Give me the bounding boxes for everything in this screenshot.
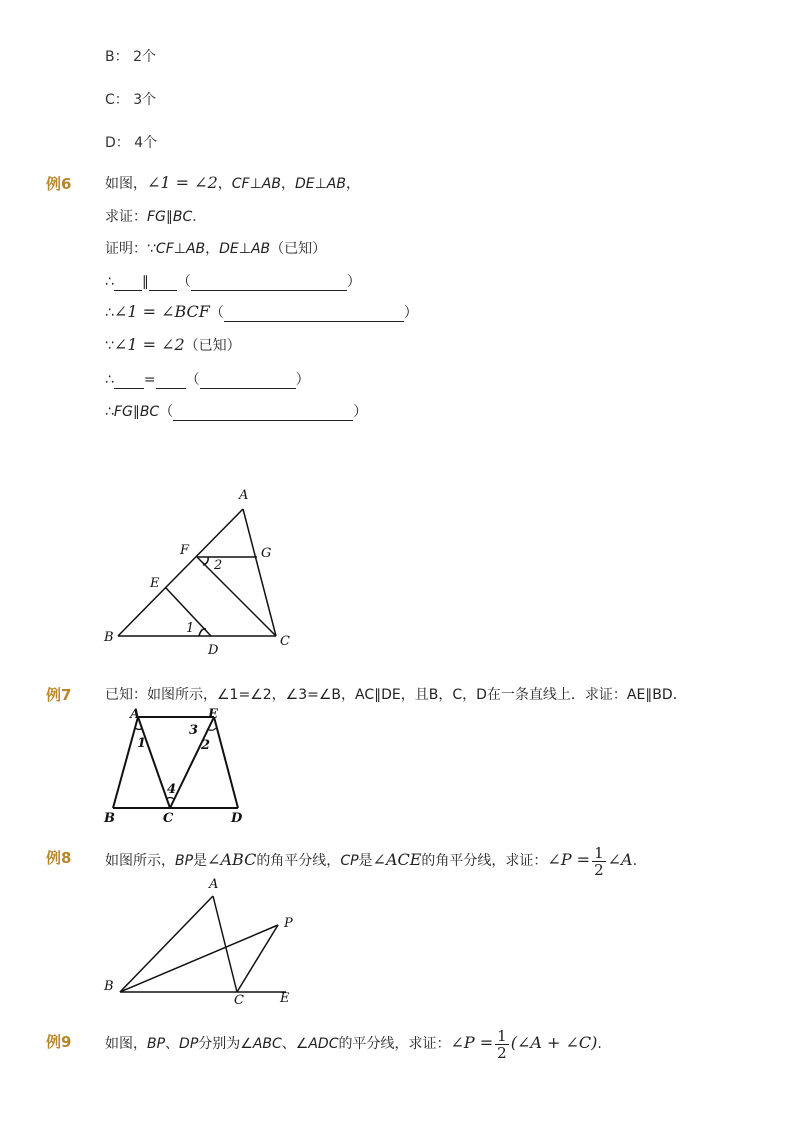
ex9-prefix: 如图，: [105, 1036, 147, 1052]
label-angle-4: 4: [167, 782, 177, 797]
ex9-dp: DP: [179, 1036, 199, 1052]
proof-step-2: [105, 302, 418, 322]
option-d: [105, 132, 157, 152]
therefore-symbol: ∴: [105, 372, 114, 388]
given-math: ∠1 = ∠2: [147, 173, 218, 192]
ex9-mid2: 的平分线，求证：: [338, 1036, 451, 1052]
option-c-value: 3个: [133, 92, 157, 108]
ex8-fraction: [592, 845, 606, 878]
label-angle-2: 2: [201, 738, 211, 753]
line-ed: [214, 717, 238, 808]
ex8-lhs: ∠P =: [547, 850, 591, 869]
ex9-denominator: 2: [497, 1043, 507, 1062]
example-6-proof-start: [105, 238, 326, 258]
example-8-text: [105, 843, 637, 878]
proof-prefix: 证明：∵: [105, 241, 156, 257]
proof-step-4: [105, 369, 310, 389]
ex8-rhs: ∠A: [607, 850, 633, 869]
step5-math: FG∥BC: [113, 404, 160, 420]
label-a: A: [209, 877, 219, 892]
given-sep2: ，: [280, 176, 295, 192]
example-9-text: [105, 1026, 602, 1061]
label-a: A: [239, 488, 249, 503]
ex8-mid: 的角平分线，: [256, 853, 341, 869]
step3-math: ∠1 = ∠2: [113, 335, 185, 354]
label-p: P: [284, 916, 293, 931]
prove-math: FG∥BC: [147, 209, 193, 225]
side-ab: [118, 509, 243, 636]
label-g: G: [261, 546, 272, 561]
step2-math: ∠1 = ∠BCF: [113, 302, 210, 321]
answer-blank[interactable]: [114, 276, 142, 291]
ex8-angle-abc: ∠ABC: [207, 850, 257, 869]
ex8-angle-ace: ∠ACE: [372, 850, 422, 869]
example-7-tag: 例7: [46, 686, 72, 704]
ex8-cp: CP: [340, 853, 359, 869]
label-b: B: [104, 811, 115, 826]
ex9-fraction: [495, 1028, 509, 1061]
example-6-tag: 例6: [46, 175, 72, 193]
label-c: C: [280, 634, 290, 649]
given-cf: CF⊥AB: [231, 176, 281, 192]
label-d: D: [231, 811, 243, 826]
because-symbol: ∵: [105, 338, 114, 354]
ex9-numerator: 1: [497, 1026, 507, 1045]
reason-blank[interactable]: [200, 374, 296, 389]
proof-sep: ，: [205, 241, 220, 257]
label-c: C: [163, 811, 174, 826]
line-cp: [237, 925, 278, 992]
example-6-figure: [100, 483, 300, 658]
proof-cf: CF⊥AB: [155, 241, 206, 257]
option-c: [105, 89, 156, 109]
option-d-value: 4个: [134, 135, 158, 151]
example-8-tag: 例8: [46, 849, 72, 867]
paren-open: （: [209, 305, 224, 321]
label-angle-2: 2: [214, 558, 223, 573]
proof-de: DE⊥AB: [219, 241, 271, 257]
ex9-rhs: (∠A + ∠C): [510, 1033, 598, 1052]
paren-close: ）: [353, 404, 368, 420]
reason-blank[interactable]: [191, 276, 347, 291]
label-angle-1: 1: [186, 621, 195, 636]
label-b: B: [104, 979, 114, 994]
paren-open: （: [185, 372, 200, 388]
label-angle-3: 3: [189, 723, 199, 738]
ex8-denominator: 2: [594, 860, 604, 879]
given-sep: ，: [217, 176, 232, 192]
example-8-figure: [100, 876, 300, 1006]
answer-blank[interactable]: [114, 374, 144, 389]
label-e: E: [208, 707, 218, 722]
option-d-label: D：: [105, 135, 130, 151]
ex9-mid: 分别为: [198, 1036, 241, 1052]
label-b: B: [104, 630, 114, 645]
segment-cf: [197, 557, 276, 636]
prove-end: .: [192, 209, 197, 225]
option-b-label: B：: [105, 49, 129, 65]
therefore-symbol: ∴: [105, 274, 114, 290]
proof-step-5: [105, 401, 367, 421]
label-angle-1: 1: [137, 736, 147, 751]
reason-blank[interactable]: [173, 406, 353, 421]
answer-blank[interactable]: [149, 276, 177, 291]
paren-open: （: [176, 274, 191, 290]
option-c-label: C：: [105, 92, 129, 108]
ex8-bp: BP: [175, 853, 194, 869]
given-end: ，: [345, 176, 360, 192]
ex8-is2: 是: [358, 853, 373, 869]
paren-close: ）: [346, 274, 361, 290]
label-a: A: [130, 707, 141, 722]
example-6-given: [105, 173, 360, 193]
given-prefix: 如图，: [105, 176, 147, 192]
example-6-prove: [105, 206, 197, 226]
ex9-lhs: ∠P =: [450, 1033, 494, 1052]
angle-4-arc: [166, 798, 174, 800]
given-de: DE⊥AB: [294, 176, 346, 192]
ex8-numerator: 1: [594, 843, 604, 862]
label-f: F: [180, 543, 190, 558]
paren-close: ）: [295, 372, 310, 388]
reason-blank[interactable]: [224, 307, 404, 322]
ex9-end: .: [597, 1036, 602, 1052]
line-ac: [138, 717, 170, 808]
ex9-angle-abc: ∠ABC: [240, 1036, 282, 1052]
therefore-symbol: ∴: [105, 305, 114, 321]
paren-close: ）: [403, 305, 418, 321]
example-7-figure: [100, 704, 260, 826]
example-9-tag: 例9: [46, 1033, 72, 1051]
line-ab: [113, 717, 138, 808]
equals-symbol: =: [143, 372, 156, 388]
ex8-prefix: 如图所示，: [105, 853, 175, 869]
ex9-sep: 、: [165, 1036, 180, 1052]
ex8-mid2: 的角平分线，求证：: [421, 853, 548, 869]
ex8-is1: 是: [193, 853, 208, 869]
label-e: E: [150, 576, 160, 591]
label-c: C: [234, 993, 244, 1006]
ex9-angle-adc: ∠ADC: [295, 1036, 339, 1052]
prove-prefix: 求证：: [105, 209, 147, 225]
example-7-text: 已知：如图所示，∠1=∠2，∠3=∠B，AC∥DE，且B，C，D在一条直线上．求证：AE∥BD．: [105, 687, 687, 703]
side-ac: [243, 509, 276, 636]
label-e: E: [280, 991, 290, 1006]
therefore-symbol: ∴: [105, 404, 114, 420]
line-bp: [120, 925, 278, 992]
option-b: [105, 46, 156, 66]
label-d: D: [208, 643, 219, 658]
step3-reason: （已知）: [184, 338, 241, 354]
paren-open: （: [159, 404, 174, 420]
proof-reason: （已知）: [270, 241, 327, 257]
parallel-symbol: ∥: [141, 274, 149, 290]
ex8-end: .: [632, 853, 638, 869]
proof-step-3: [105, 335, 241, 355]
option-b-value: 2个: [133, 49, 156, 65]
proof-step-1: [105, 271, 361, 291]
answer-blank[interactable]: [156, 374, 186, 389]
ex9-sep2: 、: [281, 1036, 296, 1052]
line-ba: [120, 896, 213, 992]
ex9-bp: BP: [147, 1036, 166, 1052]
